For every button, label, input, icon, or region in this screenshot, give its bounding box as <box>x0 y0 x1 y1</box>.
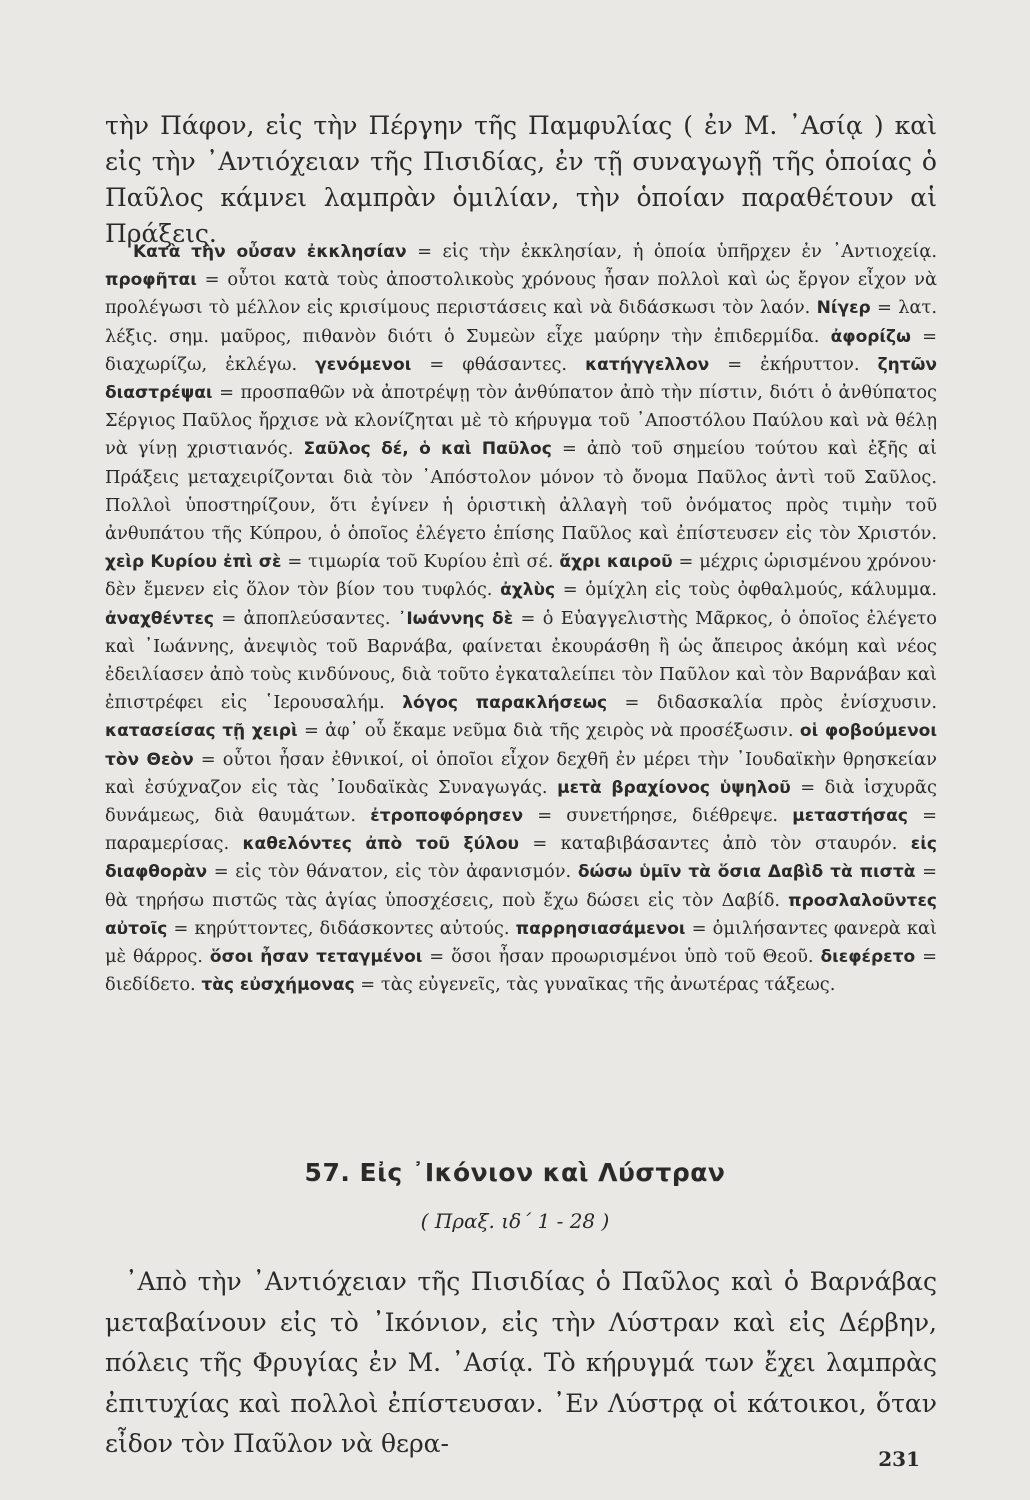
glossary-term: γενόμενοι <box>315 354 412 375</box>
glossary-definition: = προσπαθῶν νὰ ἀποτρέψῃ τὸν ἀνθύπατον ἀπὸ τὴν πίστιν, διότι ὁ ἀνθύπατος Σέργιος Παῦλος ἤρχισε νὰ κλονίζηται μὲ τὸ κήρυγμα τοῦ ᾿Αποστόλου Παύλου καὶ νὰ θέλῃ νὰ γίνῃ χριστιανός. <box>105 382 937 460</box>
glossary-term: Κατὰ τὴν οὖσαν ἐκκλησίαν <box>133 242 407 262</box>
glossary-definition: = ἀφ᾿ οὗ ἔκαμε νεῦμα διὰ τῆς χειρὸς νὰ προσέξωσιν. <box>297 720 800 742</box>
glossary-term: μεταστήσας <box>792 806 908 827</box>
section-subtitle: ( Πραξ. ιδ΄ 1 - 28 ) <box>420 1209 610 1233</box>
glossary-term: οἱ φοβούμενοι τὸν Θεὸν <box>105 721 937 770</box>
glossary-definition: = παραμερίσας. <box>105 805 937 855</box>
glossary-term: κατήγγελλον <box>585 354 710 375</box>
glossary-term: διεφέρετο <box>820 947 916 968</box>
glossary-term: προφῆται <box>105 270 197 291</box>
glossary-definition: = συνετήρησε, διέθρεψε. <box>523 805 793 827</box>
glossary-definition: = κηρύττοντες, διδάσκοντες αὐτούς. <box>167 917 516 939</box>
glossary-definition: = οὗτοι ἦσαν ἐθνικοί, οἱ ὁποῖοι εἶχον δεχθῆ ἐν μέρει τὴν ᾿Ιουδαϊκὴν θρησκείαν καὶ ἐσύχναζον εἰς τὰς ᾿Ιουδαϊκὰς Συναγωγάς. <box>105 748 937 798</box>
glossary-term: παρρησιασάμενοι <box>515 918 686 939</box>
glossary-term: ᾿Ιωάννης δὲ <box>397 608 514 629</box>
glossary-term: καθελόντες ἀπὸ τοῦ ξύλου <box>242 834 519 855</box>
glossary-term: μετὰ βραχίονος ὑψηλοῦ <box>557 777 791 798</box>
glossary-term: ὅσοι ἦσαν τεταγμένοι <box>209 947 423 968</box>
glossary-definition: = διαχωρίζω, ἐκλέγω. <box>105 325 937 375</box>
glossary-definition: = φθάσαντες. <box>411 353 586 375</box>
glossary-definition: = ἀποπλεύσαντες. <box>214 607 398 629</box>
glossary-term: ἀφορίζω <box>830 326 911 347</box>
glossary-term: Σαῦλος δέ, ὁ καὶ Παῦλος <box>303 439 552 460</box>
glossary-definition: = οὗτοι κατὰ τοὺς ἀποστολικοὺς χρόνους ἦσαν πολλοὶ καὶ ὡς ἔργον εἶχον νὰ προλέγωσι τὸ μέλλον εἰς κρισίμους περιστάσεις καὶ νὰ διδάσκωσι τὸν λαόν. <box>105 269 937 319</box>
glossary-paragraph <box>105 238 937 999</box>
glossary-term: ζητῶν διαστρέψαι <box>105 354 937 404</box>
glossary-definition: = ὁ Εὐαγγελιστὴς Μᾶρκος, ὁ ὁποῖος ἐλέγετο καὶ ᾿Ιωάννης, ἀνεψιὸς τοῦ Βαρνάβα, φαίνεται ἐκουράσθη ἢ ὡς ἄπειρος ἀκόμη καὶ νέος ἐδειλίασεν ἀπὸ τοὺς κινδύνους, διὰ τοῦτο ἐγκαταλείπει τὸν Παῦλον καὶ τὸν Βαρνάβαν καὶ ἐπιστρέφει εἰς ῾Ιερουσαλήμ. <box>105 607 937 714</box>
glossary-definition: = εἰς τὴν ἐκκλησίαν, ἡ ὁποία ὑπῆρχεν ἐν ᾿Αντιοχείᾳ. <box>406 241 937 262</box>
glossary-definition: = τὰς εὐγενεῖς, τὰς γυναῖκας τῆς ἀνωτέρας τάξεως. <box>354 974 836 996</box>
glossary-term: ἀναχθέντες <box>105 608 215 629</box>
section-title: 57. Εἰς ᾿Ικόνιον καὶ Λύστραν <box>304 1158 726 1187</box>
glossary-term: προσλαλοῦντες αὐτοῖς <box>105 890 937 939</box>
glossary-term: ἀχλὺς <box>500 580 556 601</box>
glossary-definition: = θὰ τηρήσω πιστῶς τὰς ἁγίας ὑποσχέσεις, ποὺ ἔχω δώσει εἰς τὸν Δαβίδ. <box>105 861 937 911</box>
glossary-definition: = μέχρις ὡρισμένου χρόνου· δὲν ἔμενεν εἰς ὅλον τὸν βίον του τυφλός. <box>105 551 937 601</box>
glossary-definition: = ἐκήρυττον. <box>709 353 878 375</box>
glossary-definition: = ὁμίχλη εἰς τοὺς ὀφθαλμούς, κάλυμμα. <box>555 579 937 601</box>
glossary-term: λόγος παρακλήσεως <box>402 693 608 714</box>
glossary-definition: = ἀπὸ τοῦ σημείου τούτου καὶ ἑξῆς αἱ Πράξεις μεταχειρίζονται διὰ τὸν ᾿Απόστολον μόνον τὸ ὄνομα Παῦλος ἀντὶ τοῦ Σαῦλος. Πολλοὶ ὑποστηρίζουν, ὅτι ἐγίνεν ἡ ὁριστικὴ ἀλλαγὴ τοῦ ὀνόματος πρὸς τιμὴν τοῦ ἀνθυπάτου τῆς Κύπρου, ὁ ὁποῖος ἐλέγετο ἐπίσης Παῦλος καὶ ἐπίστευσεν εἰς τὸν Χριστόν. <box>105 438 937 545</box>
glossary-term: χεὶρ Κυρίου ἐπὶ σὲ <box>105 552 282 573</box>
section-body-paragraph: ᾿Απὸ τὴν ᾿Αντιόχειαν τῆς Πισιδίας ὁ Παῦλος καὶ ὁ Βαρνάβας μεταβαίνουν εἰς τὸ ᾿Ικόνιον, εἰς τὴν Λύστραν καὶ εἰς Δέρβην, πόλεις τῆς Φρυγίας ἐν Μ. ᾿Ασίᾳ. Τὸ κήρυγμά των ἔχει λαμπρὰς ἐπιτυχίας καὶ πολλοὶ ἐπίστευσαν. ᾿Εν Λύστρᾳ οἱ κάτοικοι, ὅταν εἶδον τὸν Παῦλον νὰ θερα- <box>105 1267 937 1458</box>
glossary-term: εἰς διαφθορὰν <box>105 834 937 883</box>
glossary-definition: = διεδίδετο. <box>105 946 937 996</box>
glossary-definition: = ὅσοι ἦσαν προωρισμένοι ὑπὸ τοῦ Θεοῦ. <box>422 946 821 968</box>
glossary-term: δώσω ὑμῖν τὰ ὅσια Δαβὶδ τὰ πιστὰ <box>577 862 916 883</box>
glossary-definition: = τιμωρία τοῦ Κυρίου ἐπὶ σέ. <box>281 551 560 573</box>
glossary-definition: = ὁμιλήσαντες φανερὰ καὶ μὲ θάρρος. <box>105 917 937 968</box>
glossary-term: Νίγερ <box>816 298 871 319</box>
glossary-definition: = λατ. λέξις. σημ. μαῦρος, πιθανὸν διότι ὁ Συμεὼν εἶχε μαύρην τὴν ἐπιδερμίδα. <box>105 297 937 347</box>
glossary-definition: = καταβιβάσαντες ἀπὸ τὸν σταυρόν. <box>518 833 911 855</box>
page-number: 231 <box>878 1447 920 1471</box>
glossary-term: κατασείσας τῇ χειρὶ <box>105 721 298 742</box>
glossary-term: τὰς εὐσχήμονας <box>201 975 355 996</box>
glossary-term: ἄχρι καιροῦ <box>559 552 673 573</box>
glossary-definition: = εἰς τὸν θάνατον, εἰς τὸν ἀφανισμόν. <box>207 861 578 883</box>
glossary-definition: = διδασκαλία πρὸς ἐνίσχυσιν. <box>607 692 937 714</box>
glossary-definition: = διὰ ἰσχυρᾶς δυνάμεως, διὰ θαυμάτων. <box>105 776 937 827</box>
glossary-term: ἐτροποφόρησεν <box>370 806 524 827</box>
intro-paragraph: τὴν Πάφον, εἰς τὴν Πέργην τῆς Παμφυλίας ( ἐν Μ. ᾿Ασίᾳ ) καὶ εἰς τὴν ᾿Αντιόχειαν τῆς Πισιδίας, ἐν τῇ συναγωγῇ τῆς ὁποίας ὁ Παῦλος κάμνει λαμπρὰν ὁμιλίαν, τὴν ὁποίαν παραθέτουν αἱ Πράξεις. <box>105 111 937 248</box>
